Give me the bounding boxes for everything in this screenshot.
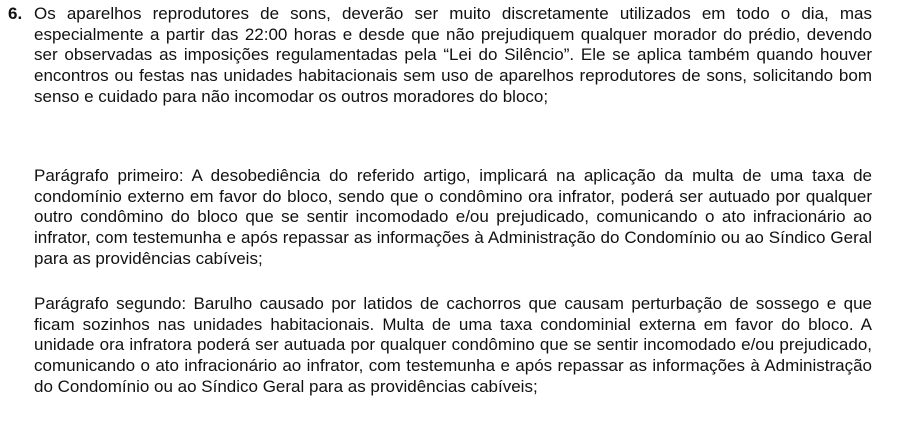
paragraph-primeiro: Parágrafo primeiro: A desobediência do referido artigo, implicará na aplicação da multa de uma taxa de condomínio externo em favor do bloco, sendo que o condômino ora infrator, poderá ser autuado por qualquer outro condômino do bloco que se sentir incomodado e/ou prejudicado, comunicando o ato infracionário ao infrator, com testemunha e após repassar as informações à Administração do Condomínio ou ao Síndico Geral para as providências cabíveis; <box>34 166 872 268</box>
item-main-paragraph: Os aparelhos reprodutores de sons, deverão ser muito discretamente utilizados em todo o dia, mas especialmente a partir das 22:00 horas e desde que não prejudiquem qualquer morador do prédio, devendo ser observadas as imposições regulamentadas pela “Lei do Silêncio”. Ele se aplica também quando houver encontros ou festas nas unidades habitacionais sem uso de aparelhos reprodutores de sons, solicitando bom senso e cuidado para não incomodar os outros moradores do bloco; <box>34 4 872 106</box>
item-number: 6. <box>8 4 23 23</box>
paragraph-segundo: Parágrafo segundo: Barulho causado por latidos de cachorros que causam perturbação de sossego e que ficam sozinhos nas unidades habitacionais. Multa de uma taxa condominial externa em favor do bloco. A unidade ora infratora poderá ser autuada por qualquer condômino que se sentir incomodado e/ou prejudicado, comunicando o ato infracionário ao infrator, com testemunha e após repassar as informações à Administração do Condomínio ou ao Síndico Geral para as providências cabíveis; <box>34 294 872 396</box>
